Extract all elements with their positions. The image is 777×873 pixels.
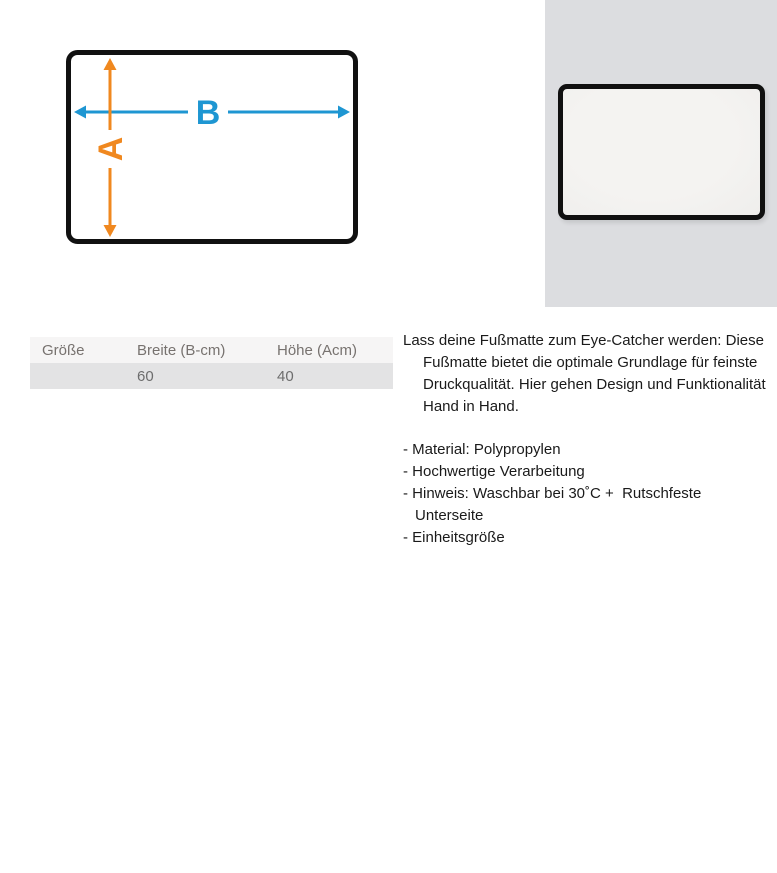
cell-hoehe: 40: [277, 367, 294, 385]
feature-item-material: - Material: Polypropylen: [403, 441, 561, 458]
cell-breite: 60: [137, 367, 154, 385]
col-header-breite: Breite (B-cm): [137, 341, 226, 359]
col-header-groesse: Größe: [42, 341, 85, 359]
doormat-image: [558, 84, 765, 220]
feature-item-verarbeitung: - Hochwertige Verarbeitung: [403, 463, 585, 480]
feature-item-einheitsgroesse: - Einheitsgröße: [403, 529, 505, 546]
size-table: [30, 337, 393, 389]
feature-list: [403, 439, 743, 549]
col-header-hoehe: Höhe (Acm): [277, 341, 358, 359]
size-table-header: [30, 337, 393, 363]
product-photo[interactable]: [545, 0, 777, 307]
product-description: [403, 330, 775, 549]
width-label: B: [195, 94, 221, 132]
height-label: A: [91, 136, 130, 162]
table-row: [30, 363, 393, 389]
description-intro: Lass deine Fußmatte zum Eye-Catcher werden: Diese Fußmatte bietet die optimale Grundlage für feinste Druckqualität. Hier gehen Design und Funktionalität Hand in Hand.: [403, 332, 766, 415]
feature-item-hinweis: - Hinweis: Waschbar bei 30˚C + Rutschfeste Unterseite: [403, 485, 706, 524]
dimension-diagram: [66, 50, 358, 244]
